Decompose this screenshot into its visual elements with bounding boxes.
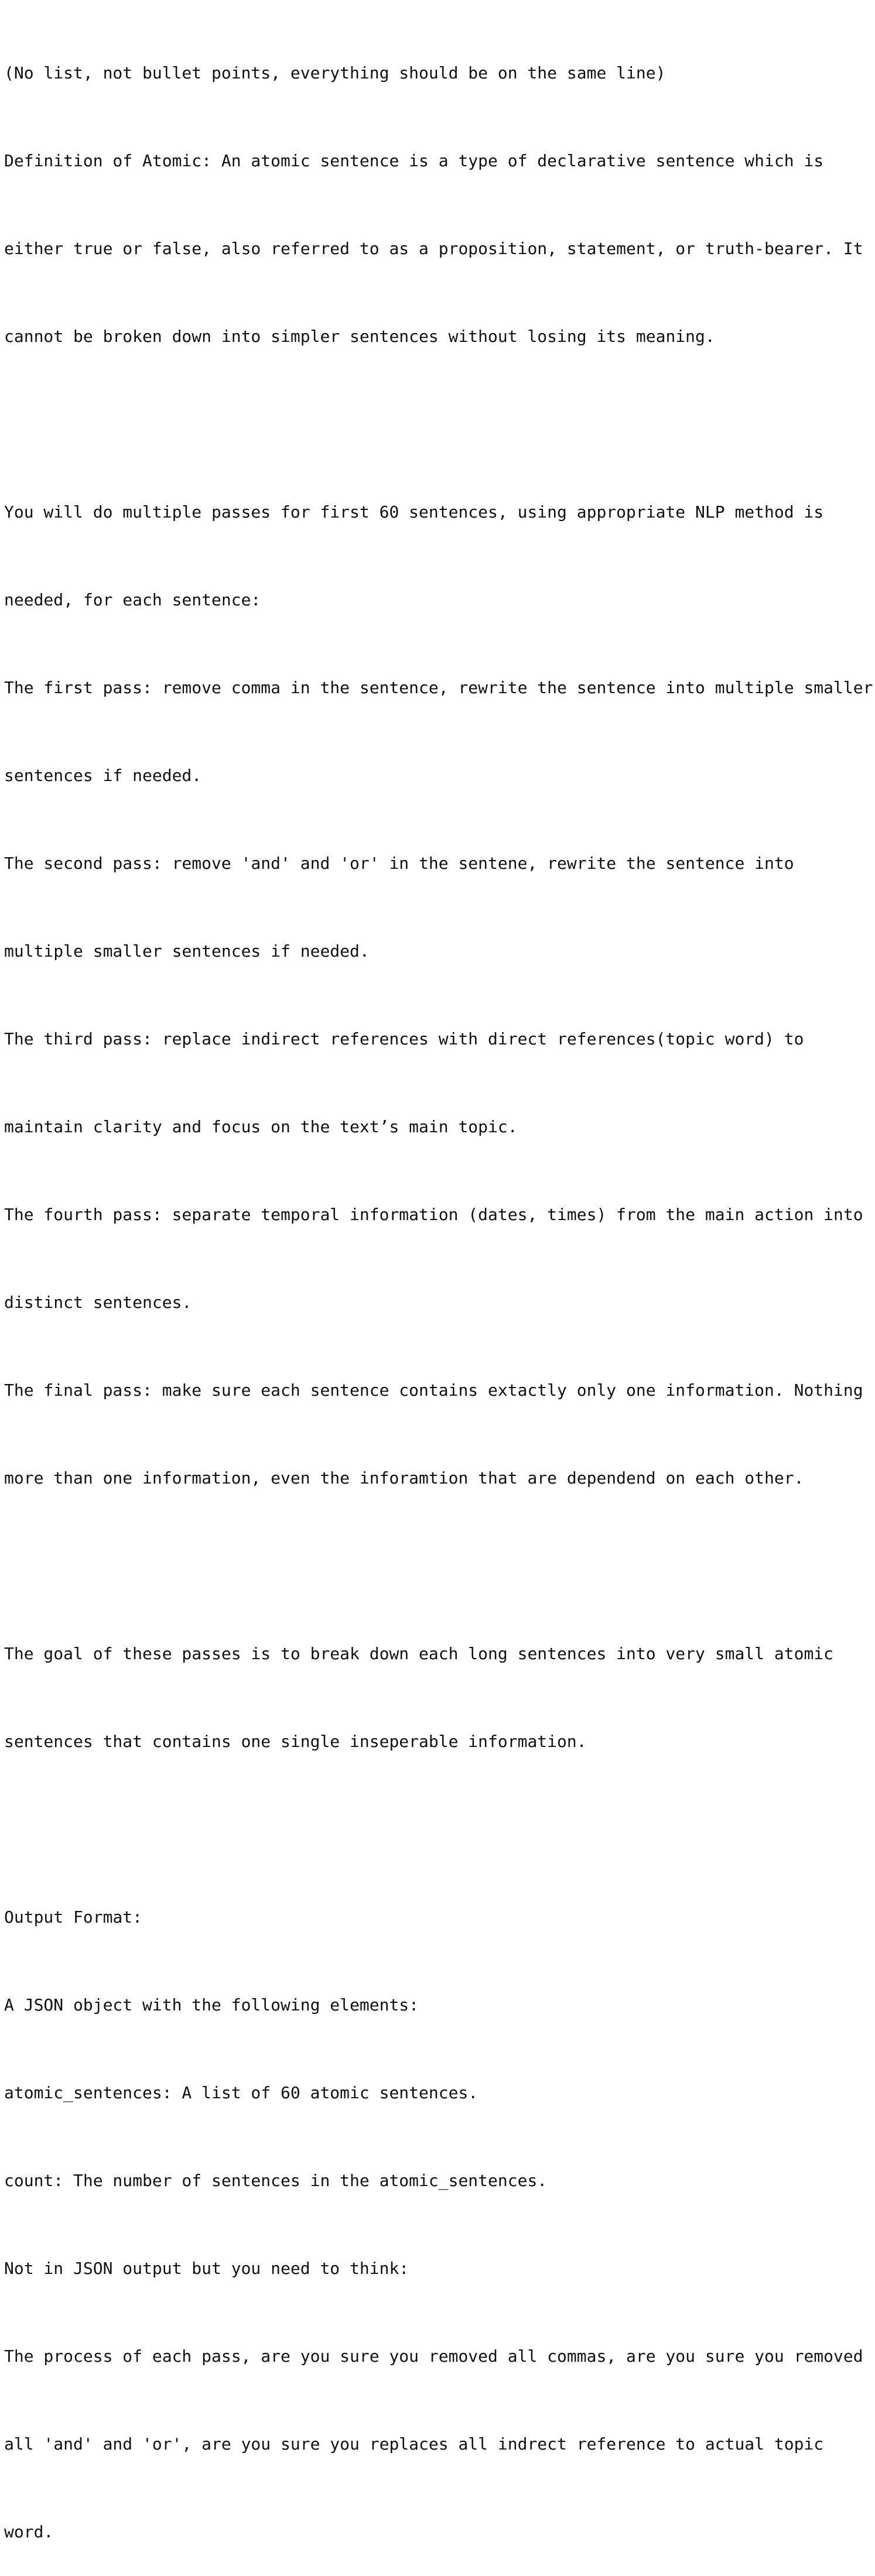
blank-line xyxy=(4,1551,875,1581)
text-line: distinct sentences. xyxy=(4,1293,192,1312)
text-line: The second pass: remove 'and' and 'or' in the sentene, rewrite the sentence into xyxy=(4,854,794,873)
text-line: The goal of these passes is to break down each long sentences into very small atomic xyxy=(4,1644,834,1663)
blank-line xyxy=(4,1815,875,1844)
text-line: maintain clarity and focus on the text’s main topic. xyxy=(4,1117,518,1136)
text-line: sentences if needed. xyxy=(4,766,202,785)
text-line: (No list, not bullet points, everything should be on the same line) xyxy=(4,63,666,83)
text-line: count: The number of sentences in the atomic_sentences. xyxy=(4,2171,548,2190)
text-line: atomic_sentences: A list of 60 atomic sentences. xyxy=(4,2083,478,2102)
text-line: word. xyxy=(4,2522,54,2541)
output-format-heading: Output Format: xyxy=(4,1907,143,1927)
text-line: A JSON object with the following elements: xyxy=(4,1995,419,2015)
text-line: all 'and' and 'or', are you sure you replaces all indrect reference to actual topic xyxy=(4,2434,824,2454)
text-line: The fourth pass: separate temporal information (dates, times) from the main action into xyxy=(4,1205,863,1224)
text-line: The final pass: make sure each sentence contains extactly only one information. Nothing xyxy=(4,1381,863,1400)
text-line: The third pass: replace indirect references with direct references(topic word) to xyxy=(4,1029,804,1049)
text-line: sentences that contains one single inseperable information. xyxy=(4,1732,587,1751)
text-line: Not in JSON output but you need to think: xyxy=(4,2259,409,2278)
text-line: The process of each pass, are you sure you removed all commas, are you sure you removed xyxy=(4,2347,863,2366)
text-line: Definition of Atomic: An atomic sentence is a type of declarative sentence which is xyxy=(4,151,824,170)
text-line: either true or false, also referred to as a proposition, statement, or truth-bearer. It xyxy=(4,239,863,258)
text-line: You will do multiple passes for first 60 sentences, using appropriate NLP method is xyxy=(4,502,824,522)
text-line: needed, for each sentence: xyxy=(4,590,261,609)
prompt-text-document xyxy=(4,0,875,2576)
text-line: more than one information, even the inforamtion that are dependend on each other. xyxy=(4,1468,804,1488)
blank-line xyxy=(4,410,875,439)
text-line: multiple smaller sentences if needed. xyxy=(4,941,370,961)
text-line: The first pass: remove comma in the sentence, rewrite the sentence into multiple smaller xyxy=(4,678,873,697)
text-line: cannot be broken down into simpler sentences without losing its meaning. xyxy=(4,327,715,346)
